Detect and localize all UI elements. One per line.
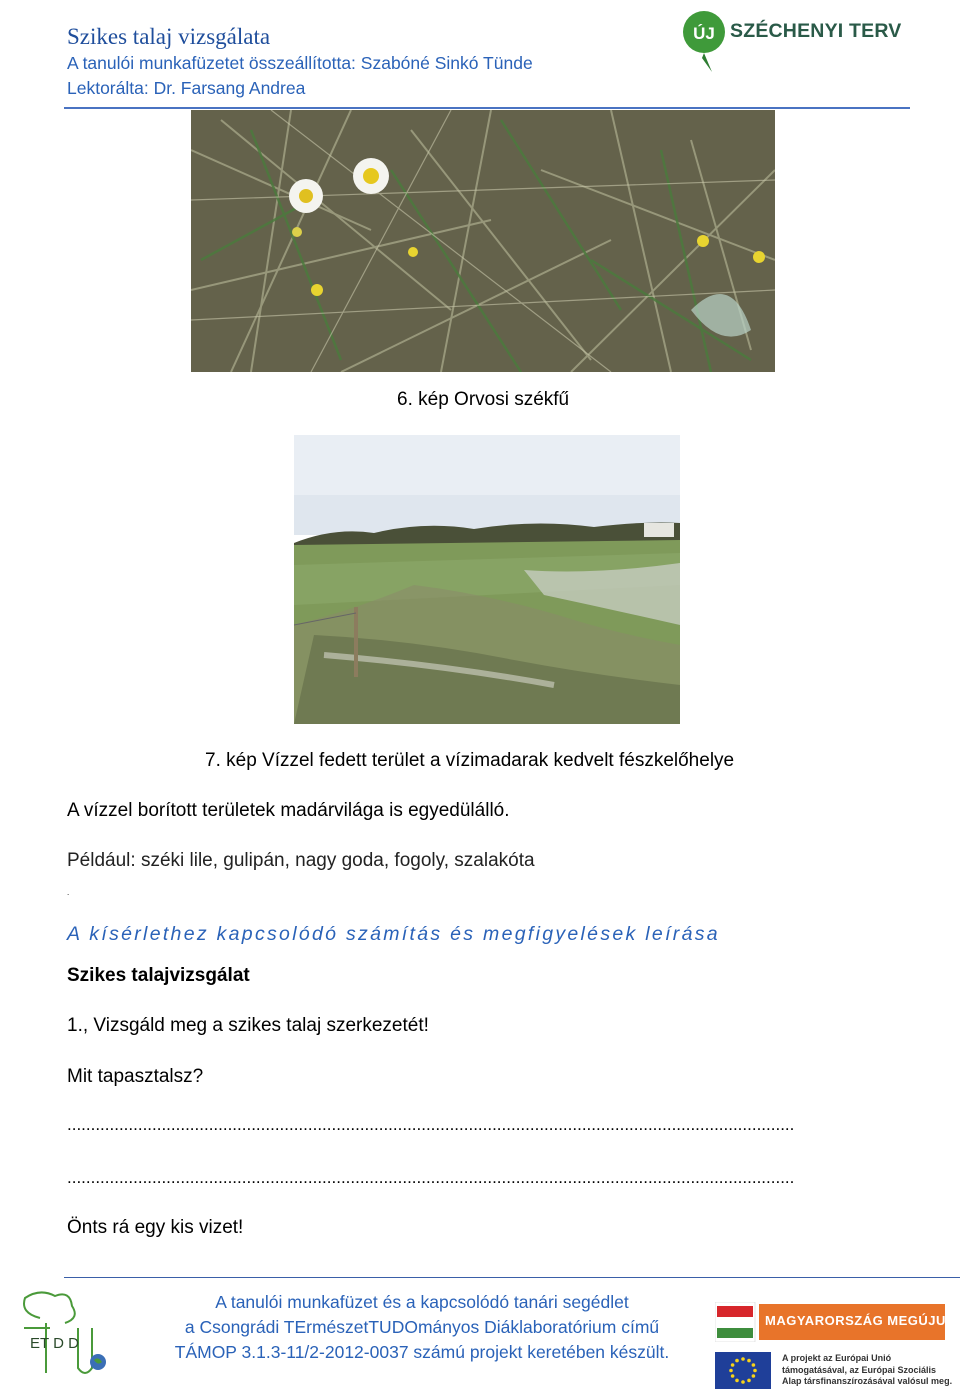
answer-line-2[interactable]: .......................................................................................................................................................... xyxy=(67,1168,795,1187)
footer-line-3: TÁMOP 3.1.3-11/2-2012-0037 számú projekt keretében készült. xyxy=(174,1342,670,1362)
figure-7-caption: 7. kép Vízzel fedett terület a vízimadarak kedvelt fészkelőhelye xyxy=(205,750,735,771)
section-heading: A kísérlethez kapcsolódó számítás és megfigyelések leírása xyxy=(67,923,720,945)
chamomile-photo xyxy=(191,110,775,372)
footer-divider xyxy=(64,1277,960,1278)
uj-badge-icon xyxy=(682,8,730,74)
stray-dot: . xyxy=(67,888,70,897)
paragraph-bird-life: A vízzel borított területek madárvilága is egyedülálló. xyxy=(67,800,510,821)
svg-text:ÚJ: ÚJ xyxy=(693,24,715,43)
tree-lab-icon xyxy=(10,1288,130,1384)
footer-line-2: a Csongrádi TErmészetTUDOmányos Diáklaboratórium című xyxy=(184,1317,660,1337)
eu-flag-icon xyxy=(715,1352,771,1389)
etdd-logo xyxy=(10,1288,130,1384)
answer-line-1[interactable]: .......................................................................................................................................................... xyxy=(67,1115,795,1134)
figure-6-caption: 6. kép Orvosi székfű xyxy=(397,389,570,410)
paragraph-bird-examples: Például: széki lile, gulipán, nagy goda, fogoly, szalakóta xyxy=(67,850,535,871)
eu-support-text: A projekt az Európai Unió támogatásával, az Európai Szociális Alap társfinanszírozásával valósul meg. xyxy=(782,1353,953,1386)
footer-line-1: A tanulói munkafüzet és a kapcsolódó tanári segédlet xyxy=(215,1292,629,1312)
compiled-by-line: A tanulói munkafüzetet összeállította: Szabóné Sinkó Tünde xyxy=(67,53,533,73)
task-2: Önts rá egy kis vizet! xyxy=(67,1217,244,1238)
document-title: Szikes talaj vizsgálata xyxy=(67,24,271,49)
reviewed-by-line: Lektorálta: Dr. Farsang Andrea xyxy=(67,78,306,98)
subheading: Szikes talajvizsgálat xyxy=(67,965,250,986)
task-1: 1., Vizsgáld meg a szikes talaj szerkezetét! xyxy=(67,1015,429,1036)
question-prompt: Mit tapasztalsz? xyxy=(67,1066,204,1087)
mm-logo-text: MAGYARORSZÁG MEGÚJUL xyxy=(765,1313,955,1328)
header-divider xyxy=(64,107,910,109)
flooded-meadow-photo xyxy=(294,435,680,724)
uj-logo-text: SZÉCHENYI TERV xyxy=(730,20,902,42)
svg-text:ET D D: ET D D xyxy=(30,1335,79,1352)
